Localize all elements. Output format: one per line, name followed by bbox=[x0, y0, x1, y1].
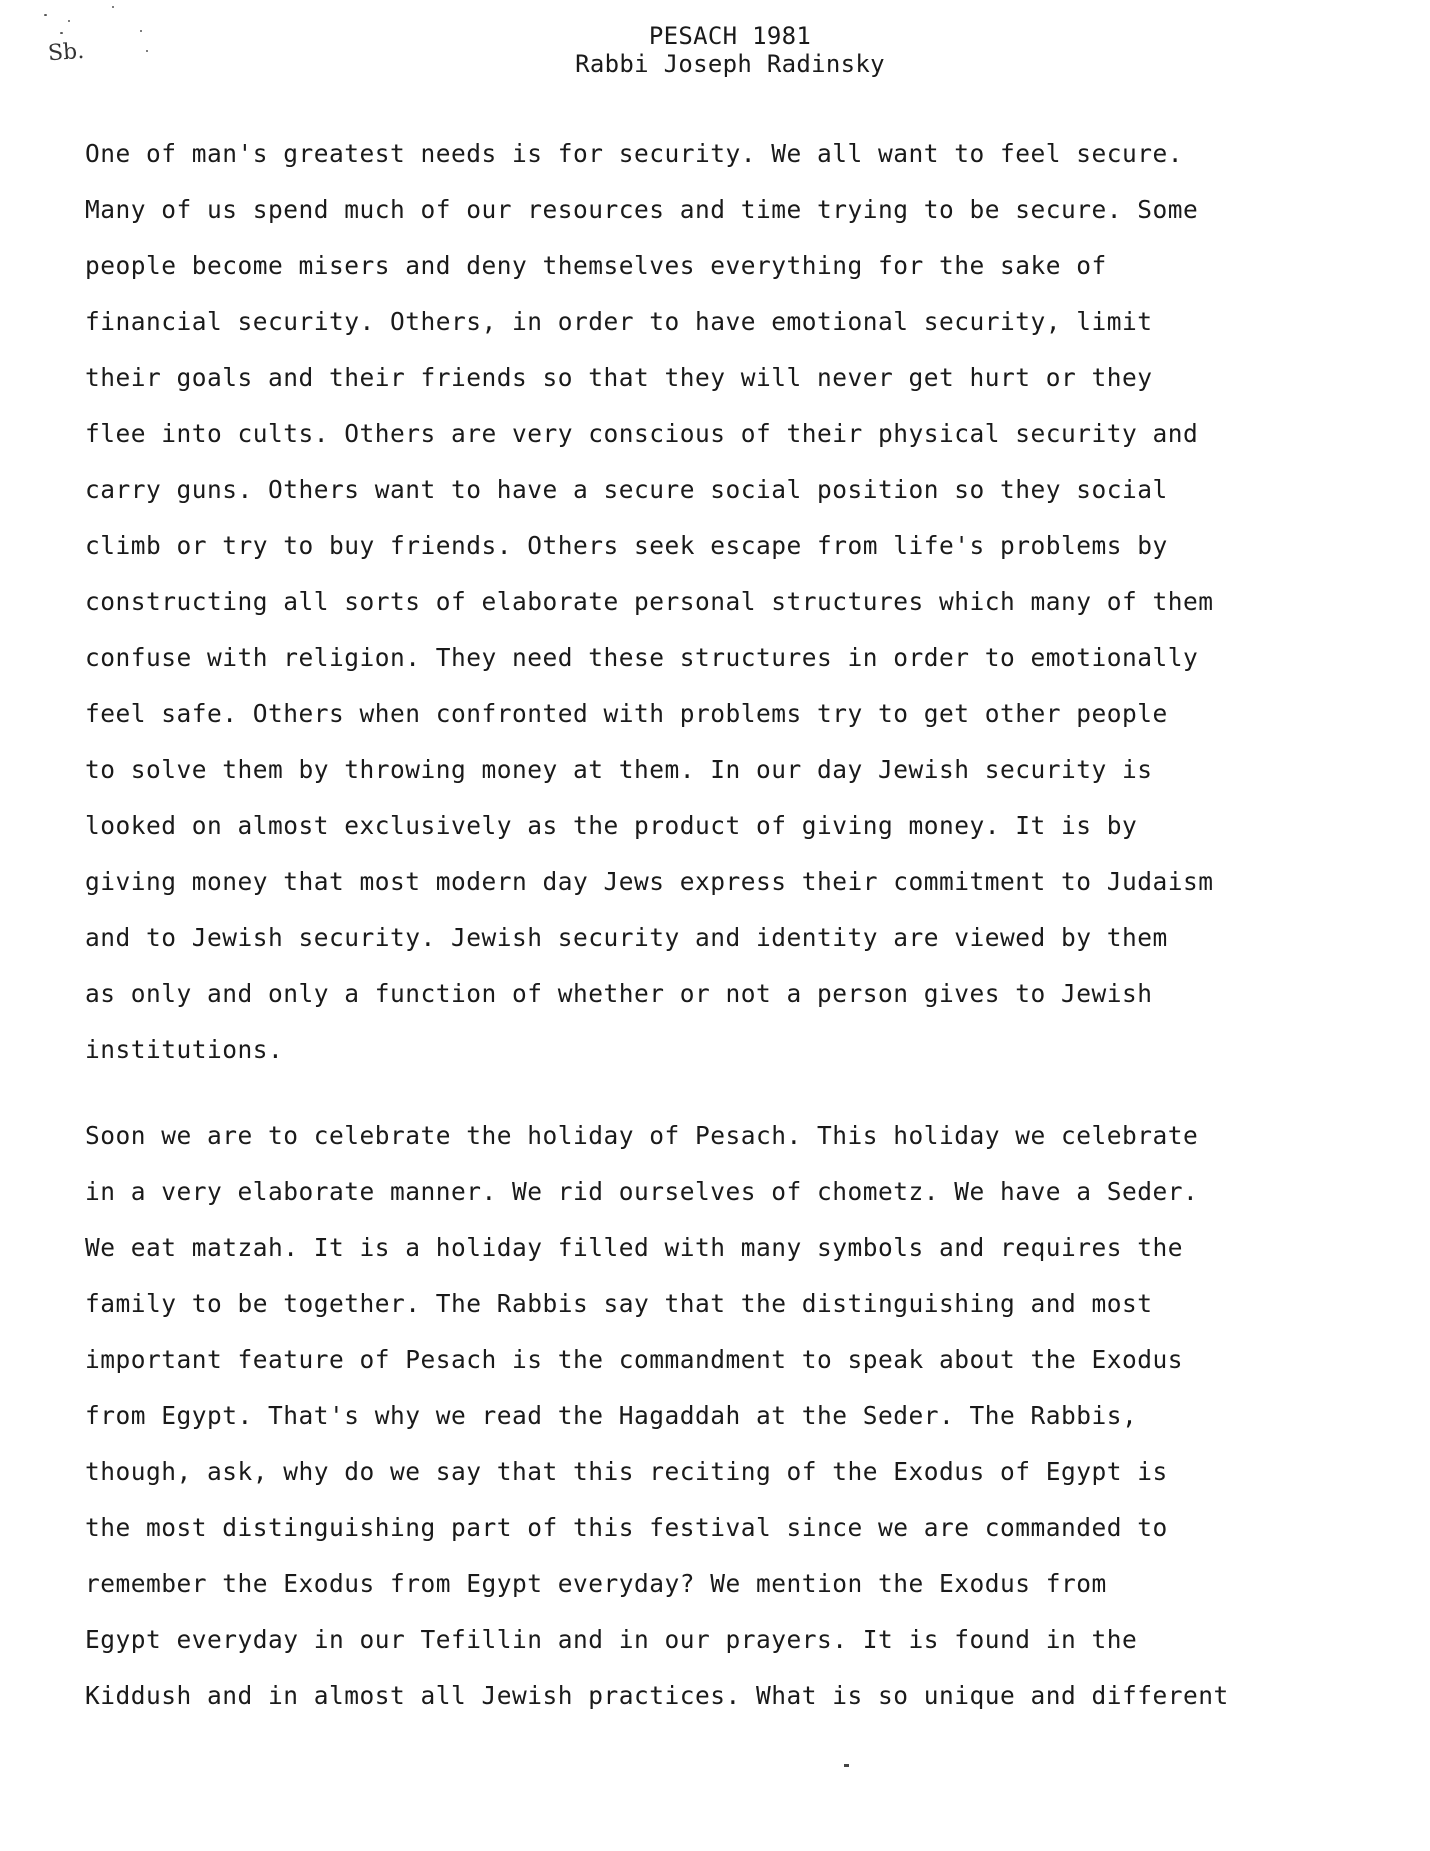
text-line: from Egypt. That's why we read the Hagaddah at the Seder. The Rabbis, bbox=[85, 1401, 1138, 1430]
text-line: One of man's greatest needs is for security. We all want to feel secure. bbox=[85, 139, 1184, 168]
paragraph-1 bbox=[85, 126, 1405, 1078]
text-line: important feature of Pesach is the commandment to speak about the Exodus bbox=[85, 1345, 1184, 1374]
document-header bbox=[0, 22, 1430, 78]
text-line: the most distinguishing part of this festival since we are commanded to bbox=[85, 1513, 1168, 1542]
text-line: as only and only a function of whether or not a person gives to Jewish bbox=[85, 979, 1153, 1008]
text-line: in a very elaborate manner. We rid ourselves of chometz. We have a Seder. bbox=[85, 1177, 1199, 1206]
text-line: family to be together. The Rabbis say that the distinguishing and most bbox=[85, 1289, 1153, 1318]
text-line: constructing all sorts of elaborate personal structures which many of them bbox=[85, 587, 1214, 616]
text-line: Kiddush and in almost all Jewish practices. What is so unique and different bbox=[85, 1681, 1229, 1710]
text-line: their goals and their friends so that they will never get hurt or they bbox=[85, 363, 1153, 392]
paragraph-2 bbox=[85, 1108, 1405, 1724]
text-line: financial security. Others, in order to have emotional security, limit bbox=[85, 307, 1153, 336]
text-line: Soon we are to celebrate the holiday of Pesach. This holiday we celebrate bbox=[85, 1121, 1199, 1150]
text-line: and to Jewish security. Jewish security and identity are viewed by them bbox=[85, 923, 1168, 952]
document-author: Rabbi Joseph Radinsky bbox=[575, 50, 885, 78]
text-line: Many of us spend much of our resources and time trying to be secure. Some bbox=[85, 195, 1199, 224]
scan-speck bbox=[44, 14, 47, 16]
text-line: feel safe. Others when confronted with problems try to get other people bbox=[85, 699, 1168, 728]
scan-speck bbox=[112, 6, 114, 8]
text-line: climb or try to buy friends. Others seek escape from life's problems by bbox=[85, 531, 1168, 560]
document-title: PESACH 1981 bbox=[648, 22, 812, 50]
text-line: carry guns. Others want to have a secure social position so they social bbox=[85, 475, 1168, 504]
text-line: giving money that most modern day Jews express their commitment to Judaism bbox=[85, 867, 1214, 896]
text-line: Egypt everyday in our Tefillin and in our prayers. It is found in the bbox=[85, 1625, 1138, 1654]
text-line: remember the Exodus from Egypt everyday? We mention the Exodus from bbox=[85, 1569, 1107, 1598]
text-line: institutions. bbox=[85, 1035, 284, 1064]
text-line: though, ask, why do we say that this reciting of the Exodus of Egypt is bbox=[85, 1457, 1168, 1486]
handwritten-marginalia: Sb. bbox=[47, 38, 85, 67]
text-line: confuse with religion. They need these structures in order to emotionally bbox=[85, 643, 1199, 672]
scan-mark bbox=[844, 1764, 849, 1767]
text-line: people become misers and deny themselves everything for the sake of bbox=[85, 251, 1107, 280]
text-line: to solve them by throwing money at them. In our day Jewish security is bbox=[85, 755, 1153, 784]
text-line: We eat matzah. It is a holiday filled with many symbols and requires the bbox=[85, 1233, 1184, 1262]
text-line: flee into cults. Others are very conscious of their physical security and bbox=[85, 419, 1199, 448]
text-line: looked on almost exclusively as the product of giving money. It is by bbox=[85, 811, 1138, 840]
